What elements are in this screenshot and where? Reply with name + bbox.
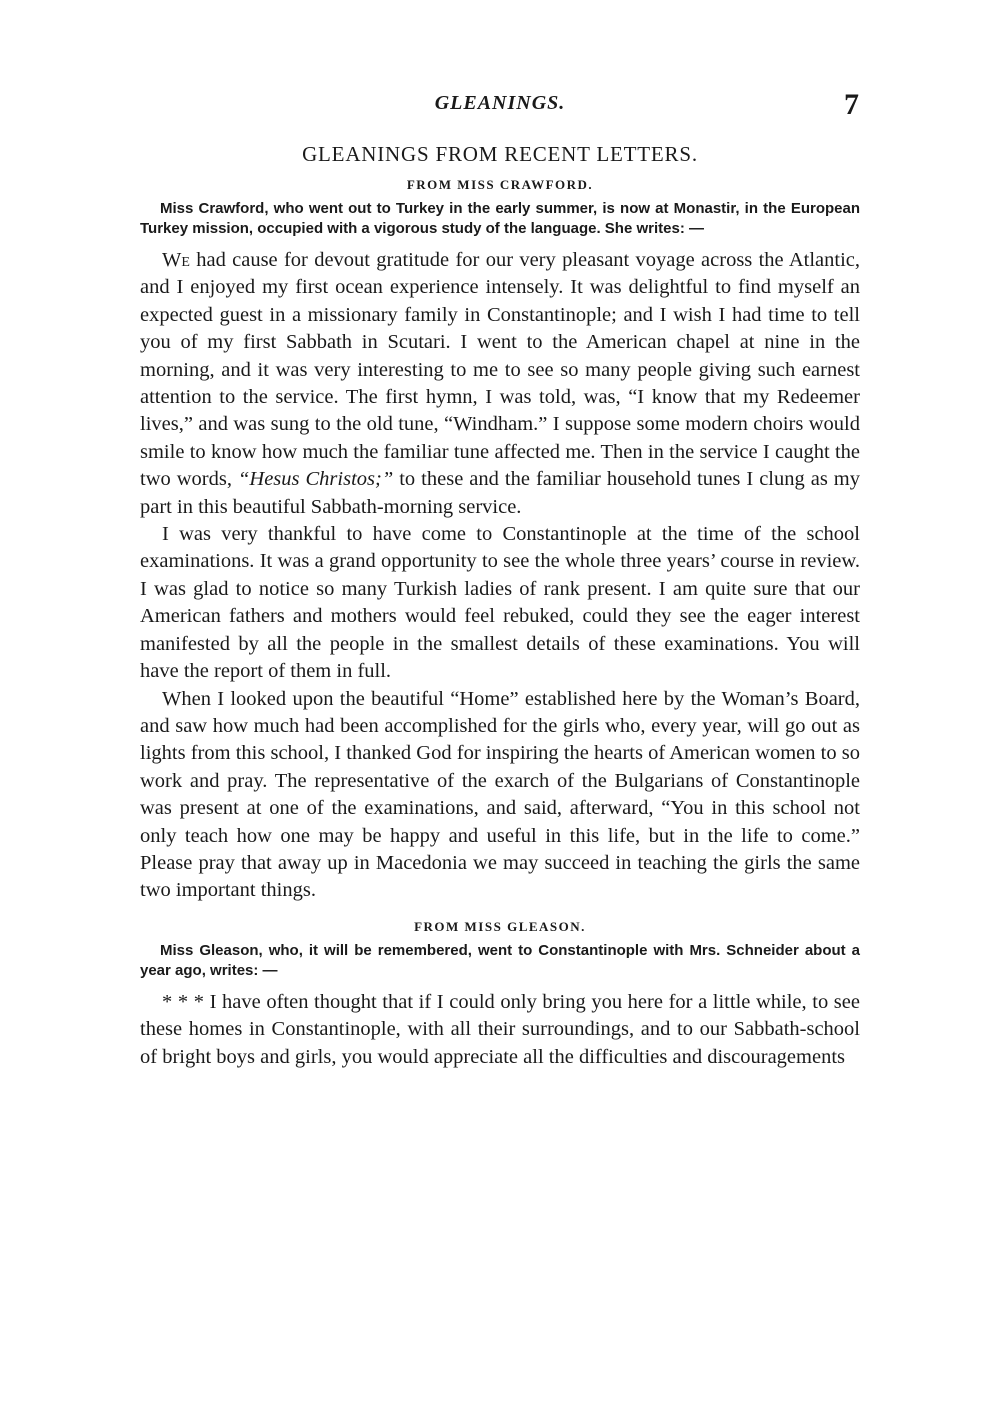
running-head bbox=[140, 88, 860, 122]
page-number: 7 bbox=[844, 88, 860, 121]
section-gap bbox=[140, 905, 860, 919]
paragraph-text-end: to these and the familiar household tunes I clung as my part in this beautiful Sabbath-morning service. bbox=[140, 468, 861, 518]
section-heading-gleason: FROM MISS GLEASON. bbox=[414, 918, 586, 934]
letter-paragraph: When I looked upon the beautiful “Home” established here by the Woman’s Board, and saw how much had been accomplished for the girls who, every year, will go out as lights from this school, I thanked God for inspiring the hearts of American women to so work and pray. The representative of the exarch of the Bulgarians of Constantinople was present at one of the examinations, and said, afterward, “You in this school not only teach how one may be happy and useful in this life, but in the life to come.” Please pray that away up in Macedonia we may succeed in teaching the girls the same two important things. bbox=[140, 687, 860, 902]
drop-word: We bbox=[162, 249, 190, 271]
intro-gleason: Miss Gleason, who, it will be remembered, went to Constantinople with Mrs. Schneider about a year ago, writes: — bbox=[140, 941, 860, 979]
intro-crawford: Miss Crawford, who went out to Turkey in the early summer, is now at Monastir, in the European Turkey mission, occupied with a vigorous study of the language. She writes: — bbox=[140, 200, 860, 237]
running-head-title: GLEANINGS. bbox=[434, 92, 566, 114]
letter-paragraph: * * * I have often thought that if I could only bring you here for a little while, to see these homes in Constantinople, with all their surroundings, and to our Sabbath-school of bright boys and girls, you would appreciate all the difficulties and discouragements bbox=[140, 990, 860, 1068]
letter-paragraph bbox=[140, 247, 860, 521]
paragraph-text: had cause for devout gratitude for our very pleasant voyage across the Atlantic, and I enjoyed my first ocean experience intensely. It was delightful to find myself an expected guest in a missionary family in Constantinople; and I wish I had time to tell you of my first Sabbath in Scutari. I went to the American chapel at nine in the morning, and it was very interesting to me to see so many people giving such earnest attention to the service. The first hymn, I was told, was, “I know that my Redeemer lives,” and was sung to the old tune, “Windham.” I suppose some modern choirs would smile to know how much the familiar tune affected me. Then in the service I caught the two words, bbox=[140, 249, 860, 491]
italic-phrase: “Hesus Christos;” bbox=[237, 468, 394, 491]
article-title: GLEANINGS FROM RECENT LETTERS. bbox=[302, 142, 698, 166]
section-heading-crawford: FROM MISS CRAWFORD. bbox=[406, 177, 594, 192]
letter-paragraph: I was very thankful to have come to Constantinople at the time of the school examinations. It was a grand opportunity to see the whole three years’ course in review. I was glad to notice so many Turkish ladies of rank present. I am quite sure that our American fathers and mothers would feel rebuked, could they see the eager interest manifested by all the people in the smallest details of these examinations. You will have the report of them in full. bbox=[140, 523, 860, 683]
page bbox=[140, 88, 860, 1071]
